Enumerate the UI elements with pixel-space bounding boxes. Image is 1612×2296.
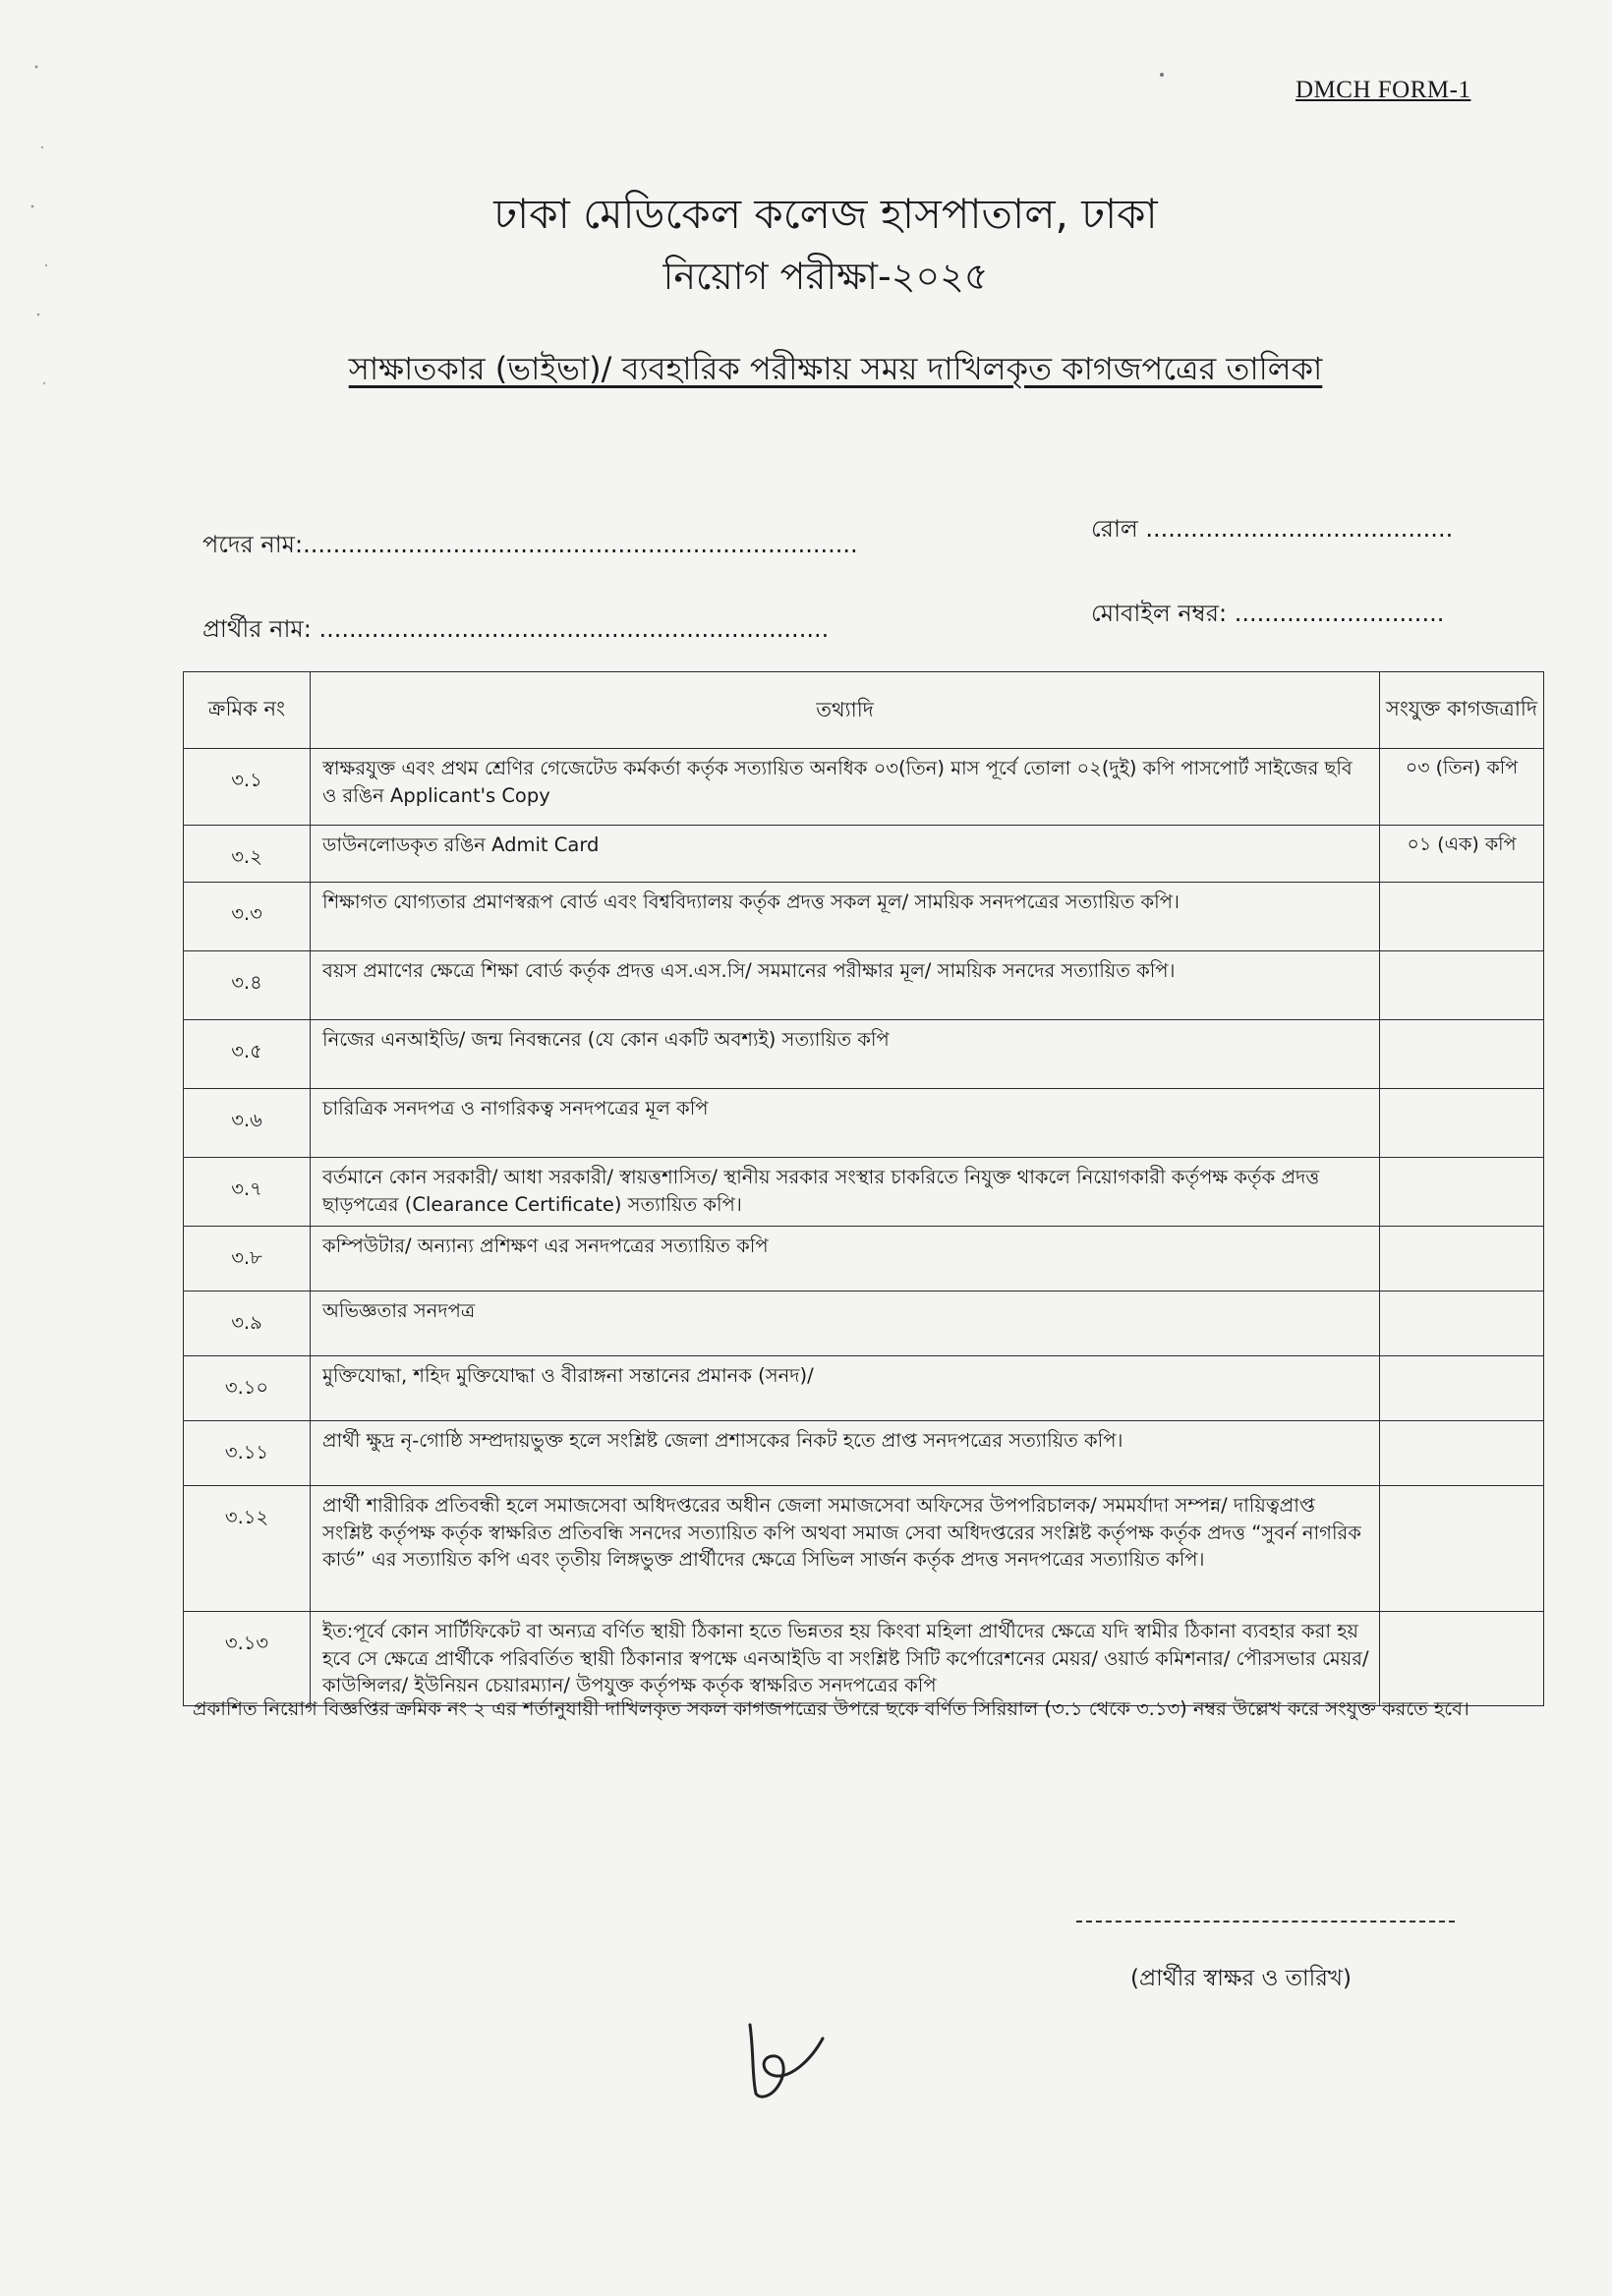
row-attachment: ০৩ (তিন) কপি [1380, 749, 1544, 826]
row-serial: ৩.৮ [184, 1227, 311, 1292]
footnote: প্রকাশিত নিয়োগ বিজ্ঞপ্তির ক্রমিক নং ২ এর শর্তানুযায়ী দাখিলকৃত সকল কাগজপত্রের উপরে ছকে বর্ণিত সিরিয়াল (৩.১ থেকে ৩.১৩) নম্বর উল্লেখ করে সংযুক্ত করতে হবে। [193, 1697, 1469, 1720]
row-serial: ৩.১০ [184, 1356, 311, 1421]
row-attachment [1380, 883, 1544, 951]
row-attachment [1380, 1356, 1544, 1421]
row-attachment [1380, 1020, 1544, 1089]
row-attachment [1380, 1421, 1544, 1486]
row-text: ইত:পূর্বে কোন সার্টিফিকেট বা অন্যত্র বর্ণিত স্থায়ী ঠিকানা হতে ভিন্নতর হয় কিংবা মহিলা প্রার্থীদের ক্ষেত্রে যদি স্বামীর ঠিকানা ব্যবহার করা হয় হবে সে ক্ষেত্রে প্রার্থীকে পরিবর্তিত স্থায়ী ঠিকানার স্বপক্ষে এনআইডি বা সংশ্লিষ্ট সিটি কর্পোরেশনের মেয়র/ ওয়ার্ড কমিশনার/ পৌরসভার মেয়র/ কাউন্সিলর/ ইউনিয়ন চেয়ারম্যান/ উপযুক্ত কর্তৃপক্ষ কর্তৃক স্বাক্ষরিত সনদপত্রের কপি [311, 1612, 1380, 1706]
documents-table [183, 671, 1544, 1706]
row-text: বয়স প্রমাণের ক্ষেত্রে শিক্ষা বোর্ড কর্তৃক প্রদত্ত এস.এস.সি/ সমমানের পরীক্ষার মূল/ সাময়িক সনদের সত্যায়িত কপি। [311, 951, 1380, 1020]
row-serial: ৩.১ [184, 749, 311, 826]
exam-title: নিয়োগ পরীক্ষা-২০২৫ [662, 255, 989, 298]
row-attachment [1380, 1227, 1544, 1292]
mobile-field: মোবাইল নম্বর: ............................ [1091, 600, 1445, 627]
table-row [184, 1356, 1544, 1421]
handwritten-initial [732, 2015, 840, 2103]
document-subtitle [0, 344, 1612, 397]
header-serial: ক্রমিক নং [184, 672, 311, 749]
roll-field: রোল ......................................... [1091, 515, 1454, 543]
table-row [184, 1089, 1544, 1158]
row-text: কম্পিউটার/ অন্যান্য প্রশিক্ষণ এর সনদপত্রের সত্যায়িত কপি [311, 1227, 1380, 1292]
row-attachment [1380, 1292, 1544, 1356]
form-code: DMCH FORM-1 [1295, 77, 1471, 103]
row-text: স্বাক্ষরযুক্ত এবং প্রথম শ্রেণির গেজেটেড কর্মকর্তা কর্তৃক সত্যায়িত অনধিক ০৩(তিন) মাস পূর্বে তোলা ০২(দুই) কপি পাসপোর্ট সাইজের ছবি ও রঙিন Applicant's Copy [311, 749, 1380, 826]
row-attachment [1380, 1089, 1544, 1158]
scan-speck [1160, 73, 1164, 77]
row-serial: ৩.৪ [184, 951, 311, 1020]
row-serial: ৩.৬ [184, 1089, 311, 1158]
table-row [184, 1227, 1544, 1292]
table-row [184, 951, 1544, 1020]
row-text: ডাউনলোডকৃত রঙিন Admit Card [311, 826, 1380, 883]
row-text: বর্তমানে কোন সরকারী/ আধা সরকারী/ স্বায়ত্তশাসিত/ স্থানীয় সরকার সংস্থার চাকরিতে নিযুক্ত থাকলে নিয়োগকারী কর্তৃপক্ষ কর্তৃক প্রদত্ত ছাড়পত্রের (Clearance Certificate) সত্যায়িত কপি। [311, 1158, 1380, 1227]
header-attachment: সংযুক্ত কাগজত্রাদি [1380, 672, 1544, 749]
row-text: শিক্ষাগত যোগ্যতার প্রমাণস্বরূপ বোর্ড এবং বিশ্ববিদ্যালয় কর্তৃক প্রদত্ত সকল মূল/ সাময়িক সনদপত্রের সত্যায়িত কপি। [311, 883, 1380, 951]
table-row [184, 1486, 1544, 1612]
signature-label: (প্রার্থীর স্বাক্ষর ও তারিখ) [1130, 1966, 1352, 1991]
row-attachment [1380, 1486, 1544, 1612]
row-serial: ৩.১২ [184, 1486, 311, 1612]
row-text: মুক্তিযোদ্ধা, শহিদ মুক্তিযোদ্ধা ও বীরাঙ্গনা সন্তানের প্রমানক (সনদ)/ [311, 1356, 1380, 1421]
row-text: অভিজ্ঞতার সনদপত্র [311, 1292, 1380, 1356]
row-text: নিজের এনআইডি/ জন্ম নিবন্ধনের (যে কোন একটি অবশ্যই) সত্যায়িত কপি [311, 1020, 1380, 1089]
row-text: চারিত্রিক সনদপত্র ও নাগরিকত্ব সনদপত্রের মূল কপি [311, 1089, 1380, 1158]
row-serial: ৩.৩ [184, 883, 311, 951]
post-name-field: পদের নাম:.......................................................................... [202, 531, 858, 558]
signature-line [1076, 1921, 1455, 1923]
table-row [184, 826, 1544, 883]
row-serial: ৩.১৩ [184, 1612, 311, 1706]
table-row [184, 1292, 1544, 1356]
row-serial: ৩.৫ [184, 1020, 311, 1089]
scan-noise [25, 59, 64, 432]
table-row [184, 1421, 1544, 1486]
row-serial: ৩.৭ [184, 1158, 311, 1227]
header-info: তথ্যাদি [311, 672, 1380, 749]
applicant-name-field: প্রার্থীর নাম: .................................................................... [202, 615, 830, 643]
row-text: প্রার্থী ক্ষুদ্র নৃ-গোষ্ঠি সম্প্রদায়ভুক্ত হলে সংশ্লিষ্ট জেলা প্রশাসকের নিকট হতে প্রাপ্ত সনদপত্রের সত্যায়িত কপি। [311, 1421, 1380, 1486]
row-serial: ৩.২ [184, 826, 311, 883]
table-row [184, 1020, 1544, 1089]
row-attachment [1380, 1158, 1544, 1227]
row-text: প্রার্থী শারীরিক প্রতিবন্ধী হলে সমাজসেবা অধিদপ্তরের অধীন জেলা সমাজসেবা অফিসের উপপরিচালক/ সমমর্যাদা সম্পন্ন/ দায়িত্বপ্রাপ্ত সংশ্লিষ্ট কর্তৃপক্ষ কর্তৃক স্বাক্ষরিত প্রতিবন্ধি সনদের সত্যায়িত কপি অথবা সমাজ সেবা অধিদপ্তরের সংশ্লিষ্ট কর্তৃপক্ষ কর্তৃক প্রদত্ত “সুবর্ন নাগরিক কার্ড” এর সত্যায়িত কপি এবং তৃতীয় লিঙ্গভুক্ত প্রার্থীদের ক্ষেত্রে সিভিল সার্জন কর্তৃক প্রদত্ত সনদপত্রের সত্যায়িত কপি। [311, 1486, 1380, 1612]
table-row [184, 883, 1544, 951]
table-row [184, 749, 1544, 826]
document-title: ঢাকা মেডিকেল কলেজ হাসপাতাল, ঢাকা [493, 190, 1158, 238]
row-serial: ৩.৯ [184, 1292, 311, 1356]
table-row [184, 1158, 1544, 1227]
row-serial: ৩.১১ [184, 1421, 311, 1486]
row-attachment: ০১ (এক) কপি [1380, 826, 1544, 883]
subtitle-text: সাক্ষাতকার (ভাইভা)/ ব্যবহারিক পরীক্ষায় সময় দাখিলকৃত কাগজপত্রের তালিকা [348, 350, 1323, 387]
row-attachment [1380, 951, 1544, 1020]
